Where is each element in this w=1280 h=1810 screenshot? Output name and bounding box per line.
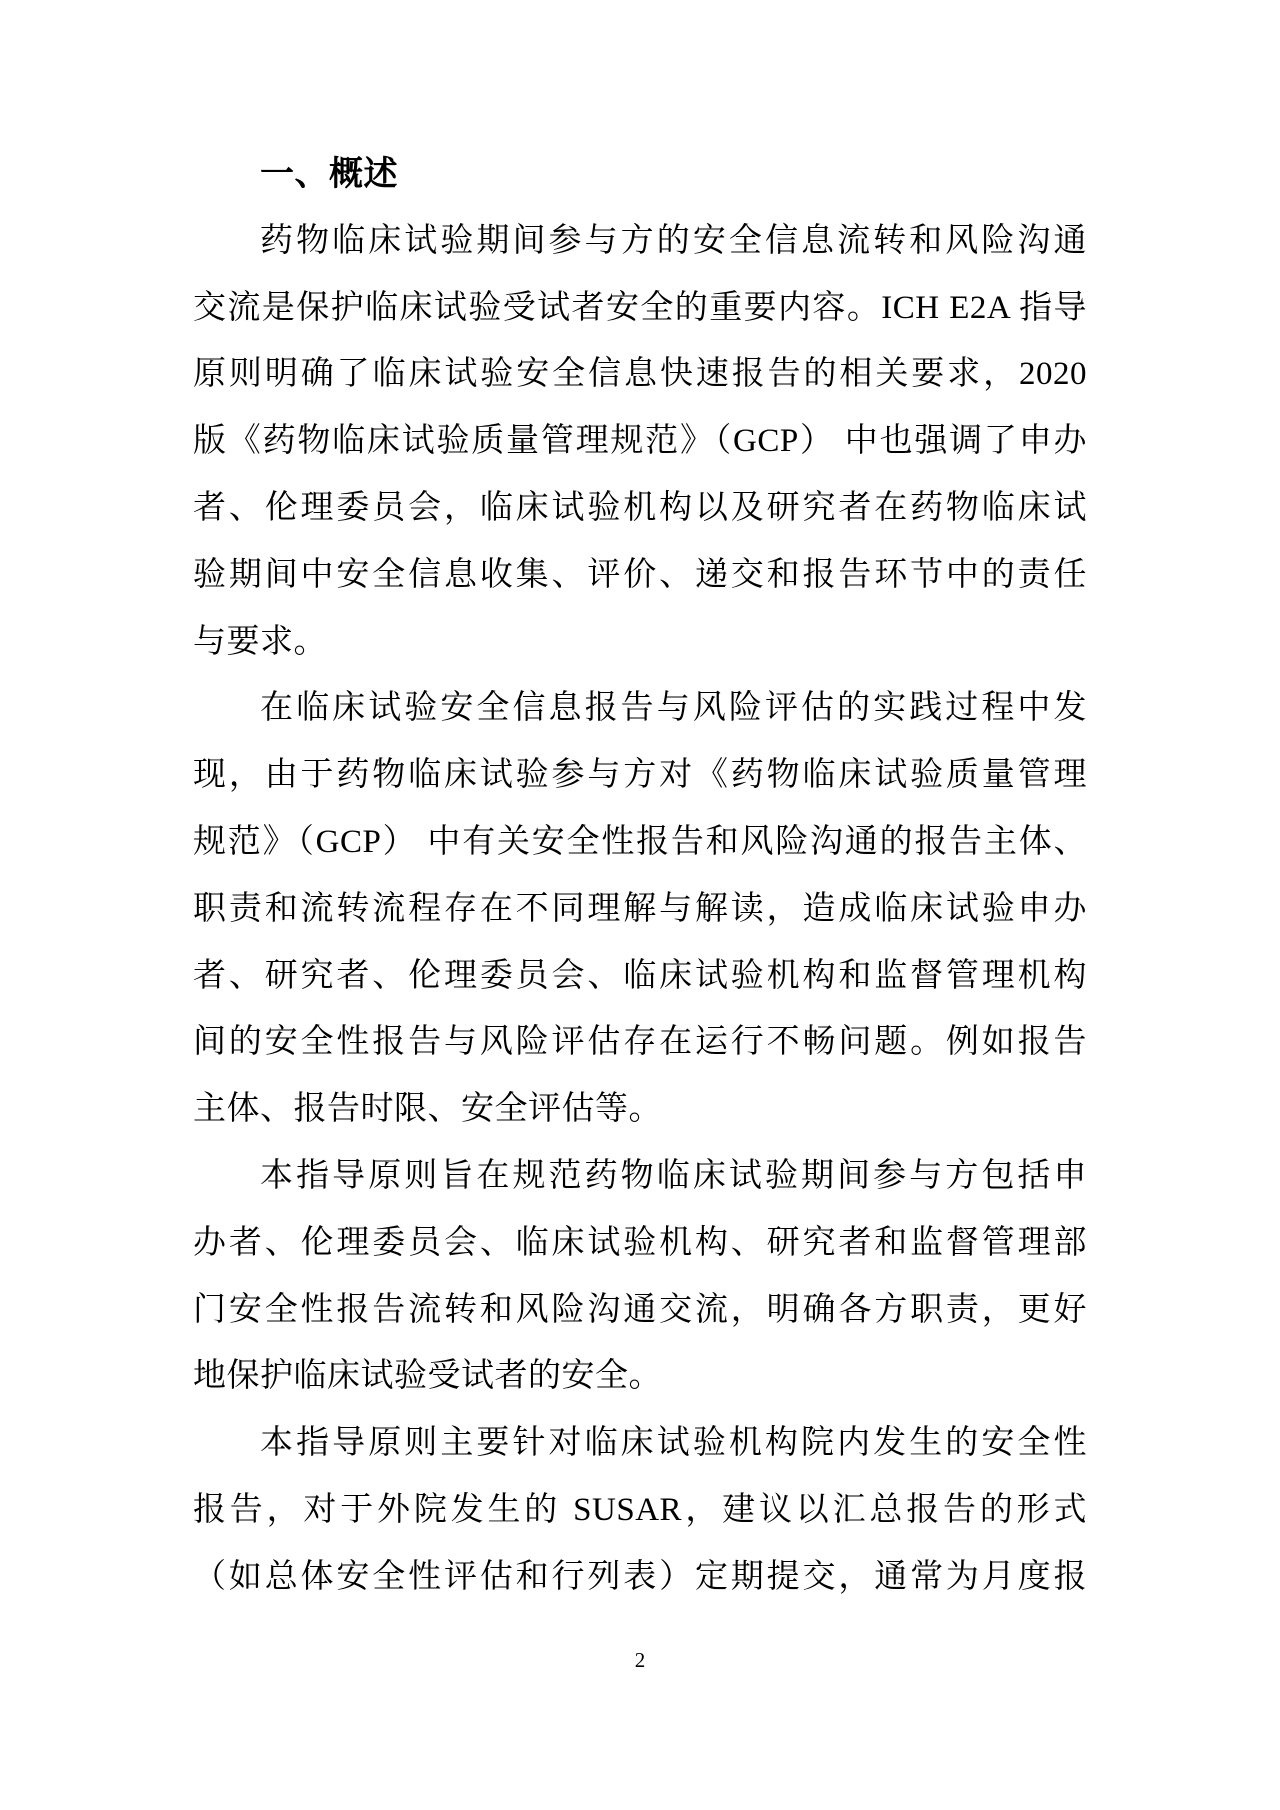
page-number: 2 <box>634 1648 646 1672</box>
document-body <box>193 141 1087 1611</box>
body-text-line: 报告，对于外院发生的 SUSAR，建议以汇总报告的形式 <box>193 1491 1087 1528</box>
body-text-line: 门安全性报告流转和风险沟通交流，明确各方职责，更好 <box>193 1291 1087 1328</box>
paragraph <box>193 1143 1087 1410</box>
body-text-line: 地保护临床试验受试者的安全。 <box>193 1358 662 1395</box>
body-text-line: 交流是保护临床试验受试者安全的重要内容。ICH E2A 指导 <box>193 289 1087 326</box>
body-text-line: 药物临床试验期间参与方的安全信息流转和风险沟通 <box>260 222 1087 259</box>
body-text-line: 规范》（GCP） 中有关安全性报告和风险沟通的报告主体、 <box>193 823 1087 860</box>
body-text-line: 者、伦理委员会，临床试验机构以及研究者在药物临床试 <box>193 489 1087 526</box>
body-text-line: （如总体安全性评估和行列表）定期提交，通常为月度报 <box>193 1558 1087 1595</box>
section-heading: 一、概述 <box>260 155 398 193</box>
paragraph <box>193 675 1087 1143</box>
body-text-line: 现，由于药物临床试验参与方对《药物临床试验质量管理 <box>193 757 1087 794</box>
body-text-line: 办者、伦理委员会、临床试验机构、研究者和监督管理部 <box>193 1224 1087 1261</box>
body-text-line: 验期间中安全信息收集、评价、递交和报告环节中的责任 <box>193 556 1087 593</box>
body-text-line: 本指导原则主要针对临床试验机构院内发生的安全性 <box>260 1425 1087 1462</box>
body-text-line: 与要求。 <box>193 623 327 660</box>
body-text-line: 本指导原则旨在规范药物临床试验期间参与方包括申 <box>260 1157 1087 1194</box>
body-text-line: 原则明确了临床试验安全信息快速报告的相关要求，2020 <box>193 356 1087 393</box>
body-text-line: 主体、报告时限、安全评估等。 <box>193 1091 662 1128</box>
body-text-line: 版《药物临床试验质量管理规范》（GCP） 中也强调了申办 <box>193 423 1087 460</box>
body-text-line: 间的安全性报告与风险评估存在运行不畅问题。例如报告 <box>193 1024 1087 1061</box>
paragraph <box>193 208 1087 676</box>
body-text-line: 者、研究者、伦理委员会、临床试验机构和监督管理机构 <box>193 957 1087 994</box>
paragraph <box>193 1410 1087 1610</box>
body-text-line: 职责和流转流程存在不同理解与解读，造成临床试验申办 <box>193 890 1087 927</box>
body-text-line: 在临床试验安全信息报告与风险评估的实践过程中发 <box>260 690 1087 727</box>
